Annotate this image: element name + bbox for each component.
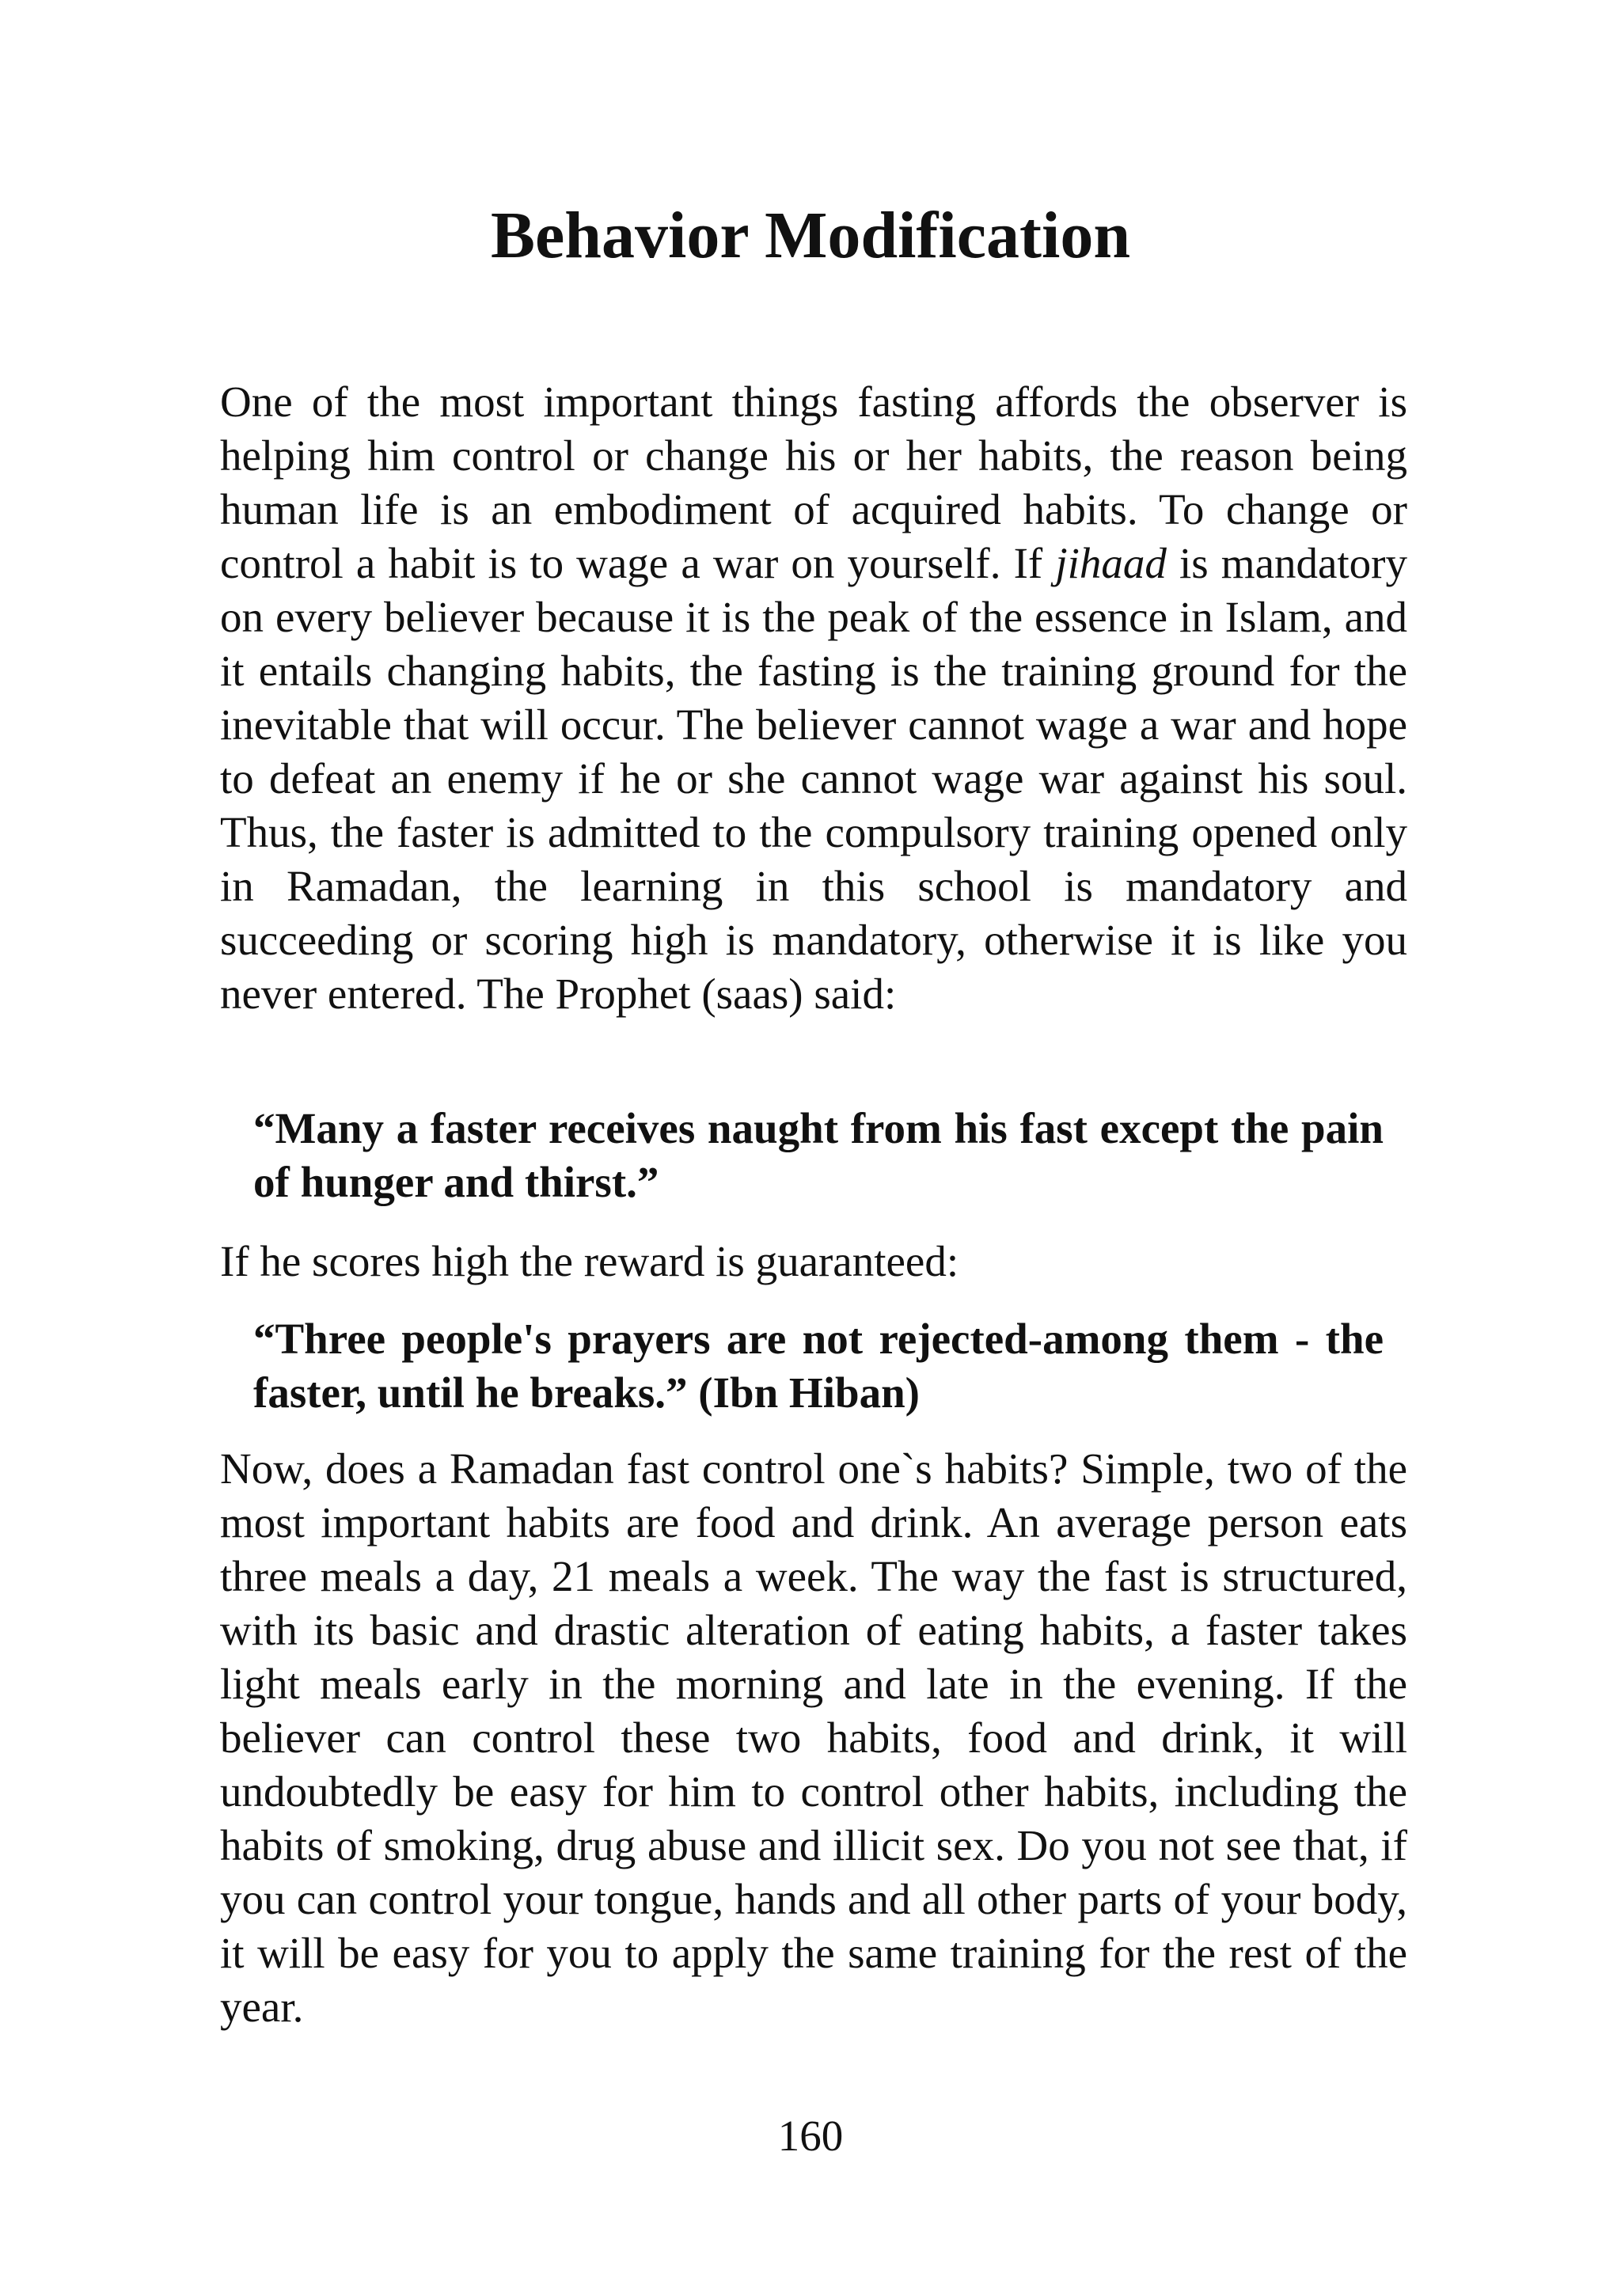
hadith-quote-2: “Three people's prayers are not rejected-among them - the faster, until he breaks.” (Ibn Hiban): [253, 1315, 1384, 1417]
page-title: Behavior Modification: [490, 199, 1131, 272]
paragraph-intro: [220, 375, 1407, 1021]
paragraph-habits: Now, does a Ramadan fast control one`s habits? Simple, two of the most important habits are food and drink. An average person eats three meals a day, 21 meals a week. The way the fast is structured, with its basic and drastic alteration of eating habits, a faster takes light meals early in the morning and late in the evening. If the believer can control these two habits, food and drink, it will undoubtedly be easy for him to control other habits, including the habits of smoking, drug abuse and illicit sex. Do you not see that, if you can control your tongue, hands and all other parts of your body, it will be easy for you to apply the same training for the rest of the year.: [220, 1444, 1407, 2031]
paragraph-intro-text-end: is mandatory on every believer because it is the peak of the essence in Islam, and it entails changing habits, the fasting is the training ground for the inevitable that will occur. The believer cannot wage a war and hope to defeat an enemy if he or she cannot wage war against his soul. Thus, the faster is admitted to the compulsory training opened only in Ramadan, the learning in this school is mandatory and succeeding or scoring high is mandatory, otherwise it is like you never entered. The Prophet (saas) said:: [220, 539, 1407, 1018]
lead-in-sentence: If he scores high the reward is guaranteed:: [220, 1237, 959, 1285]
paragraph-intro-text-start: One of the most important things fasting affords the observer is helping him control or change his or her habits, the reason being human life is an embodiment of acquired habits. To change or control a habit is to wage a war on yourself. If: [220, 378, 1407, 587]
page-number: 160: [777, 2112, 844, 2160]
italic-term-jihaad: jihaad: [1055, 539, 1167, 587]
hadith-quote-1: “Many a faster receives naught from his fast except the pain of hunger and thirst.”: [253, 1104, 1384, 1206]
